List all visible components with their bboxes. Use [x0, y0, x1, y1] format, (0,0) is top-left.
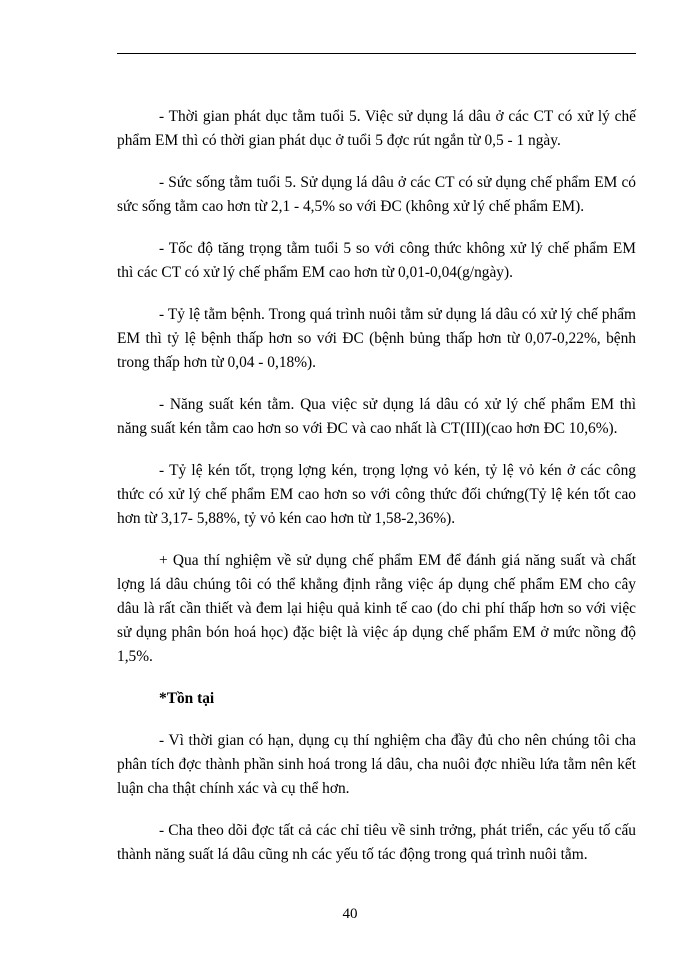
header-rule — [117, 53, 636, 54]
paragraph-conclusion: + Qua thí nghiệm về sử dụng chế phẩm EM để đánh giá năng suất và chất lợng lá dâu chúng tôi có thể khẳng định rằng việc áp dụng chế phẩm EM cho cây dâu là rất cần thiết và đem lại hiệu quả kinh tế cao (do chi phí thấp hơn so với việc sử dụng phân bón hoá học) đặc biệt là việc áp dụng chế phẩm EM ở mức nồng độ 1,5%. — [117, 552, 636, 665]
paragraph-cocoon-yield: - Năng suất kén tằm. Qua việc sử dụng lá dâu có xử lý chế phẩm EM thì năng suất kén tằm cao hơn so với ĐC và cao nhất là CT(III)(cao hơn ĐC 10,6%). — [117, 396, 636, 437]
paragraph-weight-gain: - Tốc độ tăng trọng tằm tuổi 5 so với công thức không xử lý chế phẩm EM thì các CT có xử lý chế phẩm EM cao hơn từ 0,01-0,04(g/ngày). — [117, 240, 636, 281]
paragraph-limitation-2: - Cha theo dõi đợc tất cả các chỉ tiêu về sinh trởng, phát triển, các yếu tố cấu thành năng suất lá dâu cũng nh các yếu tố tác động trong quá trình nuôi tằm. — [117, 822, 636, 863]
document-body — [117, 105, 636, 885]
section-heading: *Tồn tại — [159, 690, 215, 707]
paragraph-disease-rate: - Tỷ lệ tằm bệnh. Trong quá trình nuôi tằm sử dụng lá dâu có xử lý chế phẩm EM thì tỷ lệ bệnh thấp hơn so với ĐC (bệnh bủng thấp hơn từ 0,07-0,22%, bệnh trong thấp hơn từ 0,04 - 0,18%). — [117, 306, 636, 371]
paragraph-development-time: - Thời gian phát dục tằm tuổi 5. Việc sử dụng lá dâu ở các CT có xử lý chế phẩm EM thì có thời gian phát dục ở tuổi 5 đợc rút ngắn từ 0,5 - 1 ngày. — [117, 108, 636, 149]
page-number: 40 — [342, 906, 358, 922]
paragraph-limitation-1: - Vì thời gian có hạn, dụng cụ thí nghiệm cha đầy đủ cho nên chúng tôi cha phân tích đợc thành phần sinh hoá trong lá dâu, cha nuôi đợc nhiều lứa tằm nên kết luận cha thật chính xác và cụ thể hơn. — [117, 732, 636, 797]
paragraph-survival-rate: - Sức sống tằm tuổi 5. Sử dụng lá dâu ở các CT có sử dụng chế phẩm EM có sức sống tằm cao hơn từ 2,1 - 4,5% so với ĐC (không xử lý chế phẩm EM). — [117, 174, 636, 215]
paragraph-cocoon-quality: - Tỷ lệ kén tốt, trọng lợng kén, trọng lợng vỏ kén, tỷ lệ vỏ kén ở các công thức có xử lý chế phẩm EM cao hơn so với công thức đối chứng(Tỷ lệ kén tốt cao hơn từ 3,17- 5,88%, tỷ vỏ kén cao hơn từ 1,58-2,36%). — [117, 462, 636, 527]
